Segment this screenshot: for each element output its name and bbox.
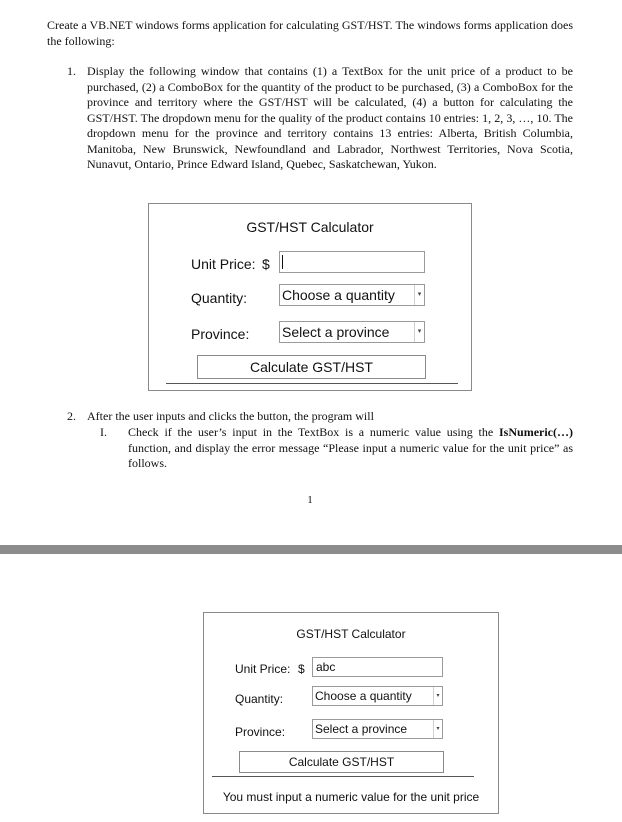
province-combobox[interactable] bbox=[279, 321, 425, 343]
page-number: 1 bbox=[307, 494, 313, 506]
quantity-combobox[interactable] bbox=[279, 284, 425, 306]
window-title: GST/HST Calculator bbox=[246, 219, 374, 235]
item2-paragraph: After the user inputs and clicks the button, the program will bbox=[87, 409, 374, 423]
province-combobox[interactable] bbox=[312, 719, 443, 739]
quantity-label: Quantity: bbox=[191, 290, 248, 306]
unit-price-textbox[interactable] bbox=[279, 251, 425, 273]
unit-price-label: Unit Price: bbox=[191, 256, 256, 272]
text-cursor bbox=[282, 255, 283, 269]
window-title: GST/HST Calculator bbox=[296, 627, 406, 641]
dropdown-arrow-icon[interactable]: ▾ bbox=[414, 285, 424, 305]
currency-symbol: $ bbox=[298, 662, 305, 676]
item1-paragraph: Display the following window that contains (1) a TextBox for the unit price of a product to be purchased, (2) a ComboBox for the quantity of the product to be purchased, (3) a ComboBox for the province and territory where the GST/HST will be calculated, (4) a button for calculating the GST/HST. The dropdown menu for the quality of the product contains 10 entries: 1, 2, 3, …, 10. The dropdown menu for the province and territory contains 13 entries: Alberta, British Columbia, Manitoba, New Brunswick, Newfoundland and Labrador, Northwest Territories, Nova Scotia, Nunavut, Ontario, Prince Edward Island, Quebec, Saskatchewan, Yukon. bbox=[87, 64, 573, 171]
calculator-window-empty bbox=[148, 203, 472, 391]
subitem-prefix: Check if the user’s input in the TextBox is a numeric value using the bbox=[128, 425, 500, 439]
dropdown-arrow-icon[interactable]: ▾ bbox=[414, 322, 424, 342]
province-selected-value: Select a province bbox=[282, 324, 390, 340]
dropdown-arrow-icon[interactable]: ▾ bbox=[433, 687, 442, 705]
unit-price-textbox[interactable]: abc bbox=[312, 657, 443, 677]
currency-symbol: $ bbox=[262, 256, 270, 272]
subitem-paragraph bbox=[128, 425, 573, 472]
intro-paragraph: Create a VB.NET windows forms application for calculating GST/HST. The windows forms application does the following: bbox=[47, 18, 573, 48]
calculate-button[interactable]: Calculate GST/HST bbox=[197, 355, 426, 379]
province-label: Province: bbox=[235, 725, 286, 739]
calculator-window-error bbox=[203, 612, 499, 814]
separator-line bbox=[166, 383, 458, 384]
isnumeric-function-name: IsNumeric(…) bbox=[499, 425, 573, 439]
item2-number: 2. bbox=[67, 409, 76, 423]
error-message: You must input a numeric value for the unit price bbox=[222, 790, 480, 804]
item1-number: 1. bbox=[67, 64, 76, 78]
quantity-combobox[interactable] bbox=[312, 686, 443, 706]
subitem-suffix: function, and display the error message “Please input a numeric value for the unit price” as follows. bbox=[128, 440, 573, 470]
quantity-selected-value: Choose a quantity bbox=[282, 287, 395, 303]
unit-price-label: Unit Price: bbox=[235, 662, 291, 676]
province-selected-value: Select a province bbox=[315, 722, 408, 736]
dropdown-arrow-icon[interactable]: ▾ bbox=[433, 720, 442, 738]
calculate-button[interactable]: Calculate GST/HST bbox=[239, 751, 444, 773]
page-break-divider bbox=[0, 545, 622, 554]
province-label: Province: bbox=[191, 326, 250, 342]
subitem-number: I. bbox=[100, 425, 107, 439]
separator-line bbox=[212, 776, 474, 777]
quantity-label: Quantity: bbox=[235, 692, 284, 706]
quantity-selected-value: Choose a quantity bbox=[315, 689, 412, 703]
